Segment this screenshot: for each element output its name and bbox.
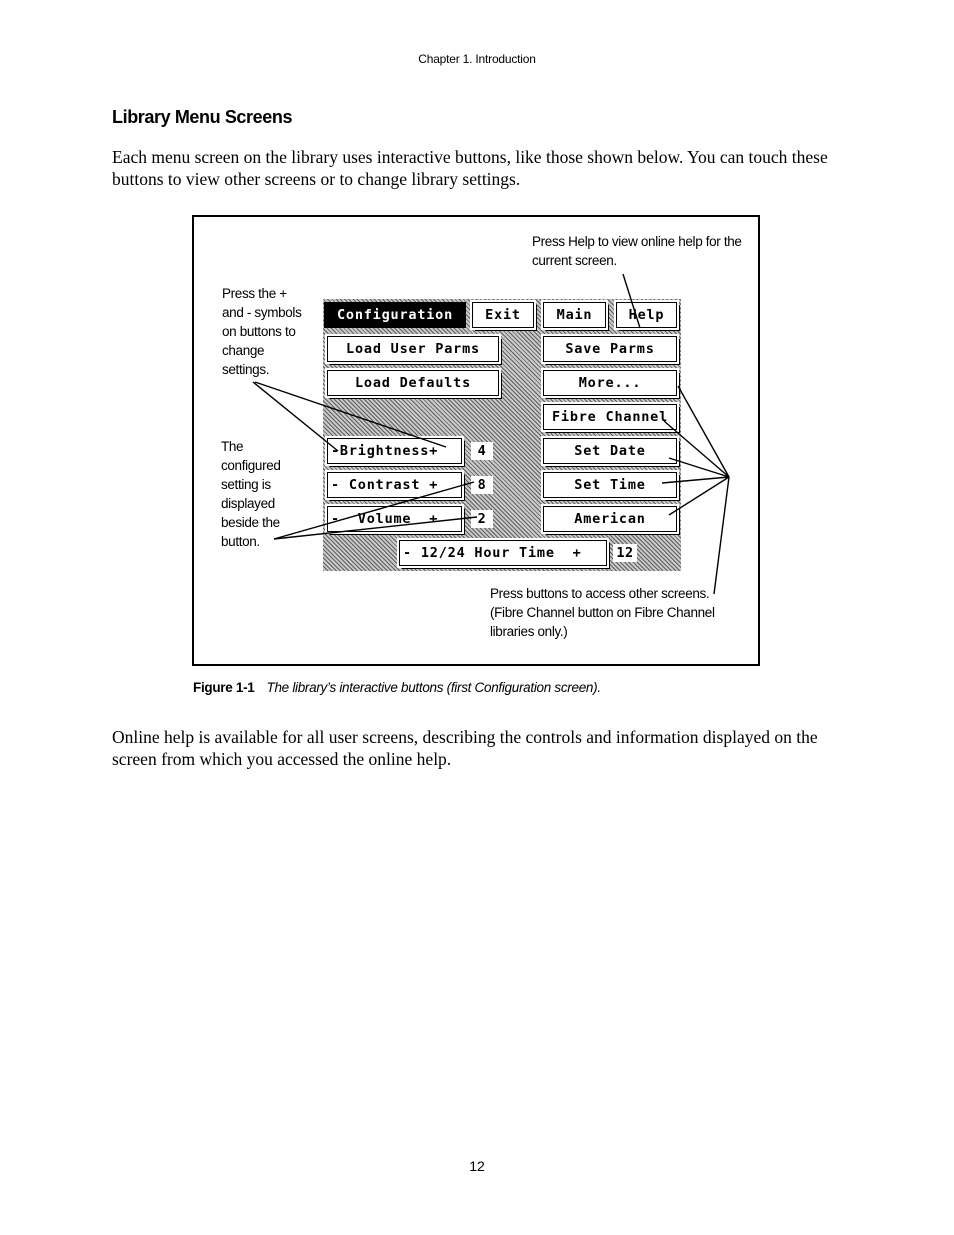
online-help-paragraph: Online help is available for all user screens, describing the controls and information displayed on the screen from which you accessed the online help. xyxy=(112,727,818,769)
volume-stepper[interactable]: - Volume + xyxy=(327,506,462,532)
leader-line-set-time xyxy=(662,477,729,483)
load-defaults-button[interactable]: Load Defaults xyxy=(327,370,499,396)
leader-line-plus xyxy=(255,382,446,447)
load-user-parms-button[interactable]: Load User Parms xyxy=(327,336,499,362)
leader-line-contrast-value xyxy=(274,482,474,539)
hour-time-stepper[interactable]: - 12/24 Hour Time + xyxy=(399,540,607,566)
section-heading: Library Menu Screens xyxy=(112,107,293,127)
contrast-value: 8 xyxy=(471,476,493,494)
figure-label: Figure 1-1 xyxy=(193,680,255,695)
exit-button[interactable]: Exit xyxy=(472,302,534,328)
leader-line-help xyxy=(623,274,640,328)
leader-line-volume-value xyxy=(274,517,477,539)
brightness-stepper[interactable]: -Brightness+ xyxy=(327,438,462,464)
running-header: Chapter 1. Introduction xyxy=(418,52,536,66)
callout-setting-text: The configured setting is displayed beside the button. xyxy=(221,439,281,549)
american-button[interactable]: American xyxy=(543,506,677,532)
volume-value: 2 xyxy=(471,510,493,528)
help-button[interactable]: Help xyxy=(616,302,677,328)
set-time-button[interactable]: Set Time xyxy=(543,472,677,498)
tab-configuration[interactable]: Configuration xyxy=(324,302,466,328)
callout-plus-minus-text: Press the + and - symbols on buttons to change settings. xyxy=(222,286,302,377)
callout-screens-text: Press buttons to access other screens. (Fibre Channel button on Fibre Channel libraries only.) xyxy=(490,586,715,639)
figure-caption xyxy=(193,680,601,695)
leader-line-american xyxy=(669,477,729,515)
set-date-button[interactable]: Set Date xyxy=(543,438,677,464)
page-number: 12 xyxy=(469,1158,485,1174)
intro-paragraph: Each menu screen on the library uses interactive buttons, like those shown below. You can touch these buttons to view other screens or to change library settings. xyxy=(112,147,828,189)
figure-caption-text: The library’s interactive buttons (first Configuration screen). xyxy=(266,680,601,695)
leader-line-screens-stem xyxy=(714,477,729,594)
brightness-value: 4 xyxy=(471,442,493,460)
leader-line-fibre-channel xyxy=(664,421,729,477)
save-parms-button[interactable]: Save Parms xyxy=(543,336,677,362)
leader-line-minus xyxy=(253,382,338,451)
more-button[interactable]: More... xyxy=(543,370,677,396)
callout-help-text: Press Help to view online help for the current screen. xyxy=(532,234,742,268)
main-button[interactable]: Main xyxy=(543,302,606,328)
hour-time-value: 12 xyxy=(613,544,637,562)
contrast-stepper[interactable]: - Contrast + xyxy=(327,472,462,498)
fibre-channel-button[interactable]: Fibre Channel xyxy=(543,404,677,430)
